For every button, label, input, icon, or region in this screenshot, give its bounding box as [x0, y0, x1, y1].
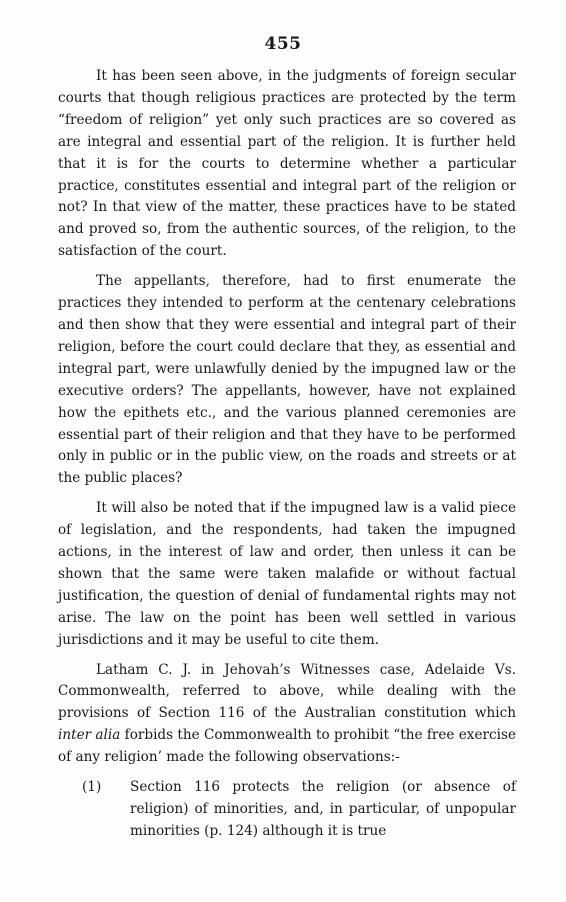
latin-phrase: inter alia [58, 727, 121, 744]
paragraph-4-text-before: Latham C. J. in Jehovah’s Witnesses case, Adelaide Vs. Commonwealth, referred to above, while dealing with the provisions of Section 116 of the Australian constitution which [58, 661, 516, 722]
paragraph-4-text-after: forbids the Commonwealth to prohibit “the free exercise of any religion’ made the following observations:- [58, 727, 516, 766]
list-item-number: (1) [82, 779, 102, 796]
list-item-text: Section 116 protects the religion (or absence of religion) of minorities, and, in particular, of unpopular minorities (p. 124) although it is true [130, 779, 516, 839]
body-text [58, 66, 516, 843]
paragraph-1: It has been seen above, in the judgments of foreign secular courts that though religious practices are protected by the term “freedom of religion” yet only such practices are so covered as are integral and essential part of the religion. It is further held that it is for the courts to determine whether a particular practice, constitutes essential and integral part of the religion or not? In that view of the matter, these practices have to be stated and proved so, from the authentic sources, of the religion, to the satisfaction of the court. [58, 68, 516, 260]
paragraph-3: It will also be noted that if the impugned law is a valid piece of legislation, and the respondents, had taken the impugned actions, in the interest of law and order, then unless it can be shown that the same were taken malafide or without factual justification, the question of denial of fundamental rights may not arise. The law on the point has been well settled in various jurisdictions and it may be useful to cite them. [58, 500, 516, 648]
paragraph-4 [58, 660, 516, 770]
paragraph-2: The appellants, therefore, had to first enumerate the practices they intended to perform at the centenary celebrations and then show that they were essential and integral part of their religion, before the court could declare that they, as essential and integral part, were unlawfully denied by the impugned law or the executive orders? The appellants, however, have not explained how the epithets etc., and the various planned ceremonies are essential part of their religion and that they have to be performed only in public or in the public view, on the roads and streets or at the public places? [58, 273, 516, 487]
list-item [58, 777, 516, 843]
page-number: 455 [264, 34, 302, 54]
